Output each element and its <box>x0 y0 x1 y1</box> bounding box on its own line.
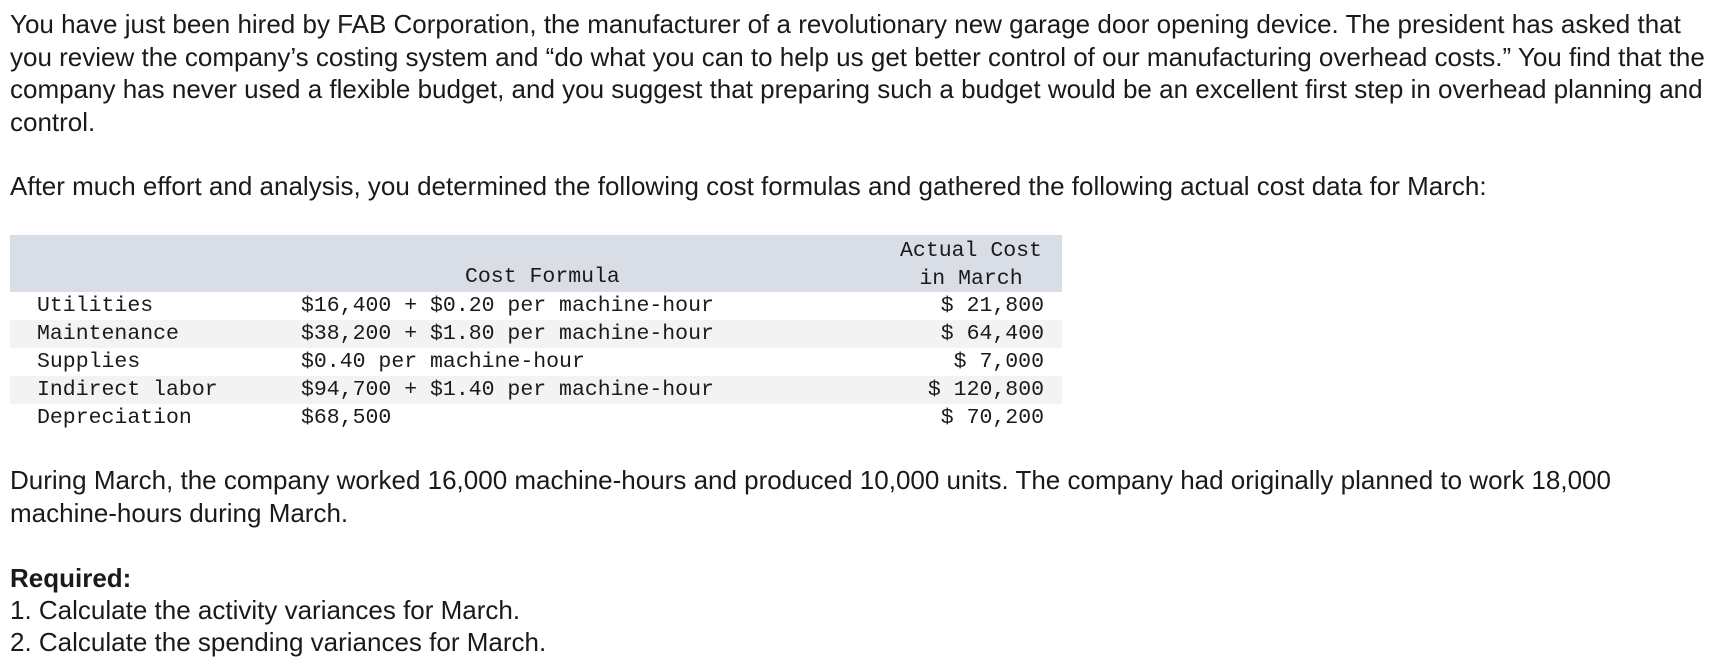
actual-cost: $ 7,000 <box>953 350 1044 374</box>
analysis-paragraph: After much effort and analysis, you determined the following cost formulas and gathered the following actual cost data for March: <box>10 171 1487 201</box>
cost-formula: $16,400 + $0.20 per machine-hour <box>301 294 714 318</box>
table-row <box>10 348 1062 376</box>
cost-item: Maintenance <box>37 322 179 346</box>
cost-formula: $0.40 per machine-hour <box>301 350 585 374</box>
header-cost-formula: Cost Formula <box>465 265 620 289</box>
table-row <box>10 292 1062 320</box>
header-actual-cost <box>886 237 1056 293</box>
table-row <box>10 404 1062 432</box>
cost-item: Utilities <box>37 294 154 318</box>
actual-cost: $ 120,800 <box>927 378 1044 402</box>
intro-paragraph: You have just been hired by FAB Corporation, the manufacturer of a revolutionary new garage door opening device. The president has asked that you review the company’s costing system and “do what you can to help us get better control of our manufacturing overhead costs.” You find that the company has never used a flexible budget, and you suggest that preparing such a budget would be an excellent first step in overhead planning and control. <box>10 9 1705 137</box>
table-row <box>10 320 1062 348</box>
required-item-1: 1. Calculate the activity variances for March. <box>10 595 521 625</box>
table-row <box>10 376 1062 404</box>
header-actual-line1: Actual Cost <box>900 239 1042 263</box>
march-info-paragraph: During March, the company worked 16,000 machine-hours and produced 10,000 units. The company had originally planned to work 18,000 machine-hours during March. <box>10 465 1611 528</box>
cost-item: Depreciation <box>37 406 192 430</box>
actual-cost: $ 21,800 <box>940 294 1044 318</box>
actual-cost: $ 64,400 <box>940 322 1044 346</box>
cost-formula: $38,200 + $1.80 per machine-hour <box>301 322 714 346</box>
actual-cost: $ 70,200 <box>940 406 1044 430</box>
header-actual-line2: in March <box>919 267 1023 291</box>
required-item-2: 2. Calculate the spending variances for March. <box>10 627 547 657</box>
cost-formula: $68,500 <box>301 406 392 430</box>
cost-table <box>10 235 1062 432</box>
required-heading: Required: <box>10 563 132 593</box>
cost-item: Indirect labor <box>37 378 218 402</box>
cost-item: Supplies <box>37 350 141 374</box>
table-header <box>10 235 1062 292</box>
cost-formula: $94,700 + $1.40 per machine-hour <box>301 378 714 402</box>
